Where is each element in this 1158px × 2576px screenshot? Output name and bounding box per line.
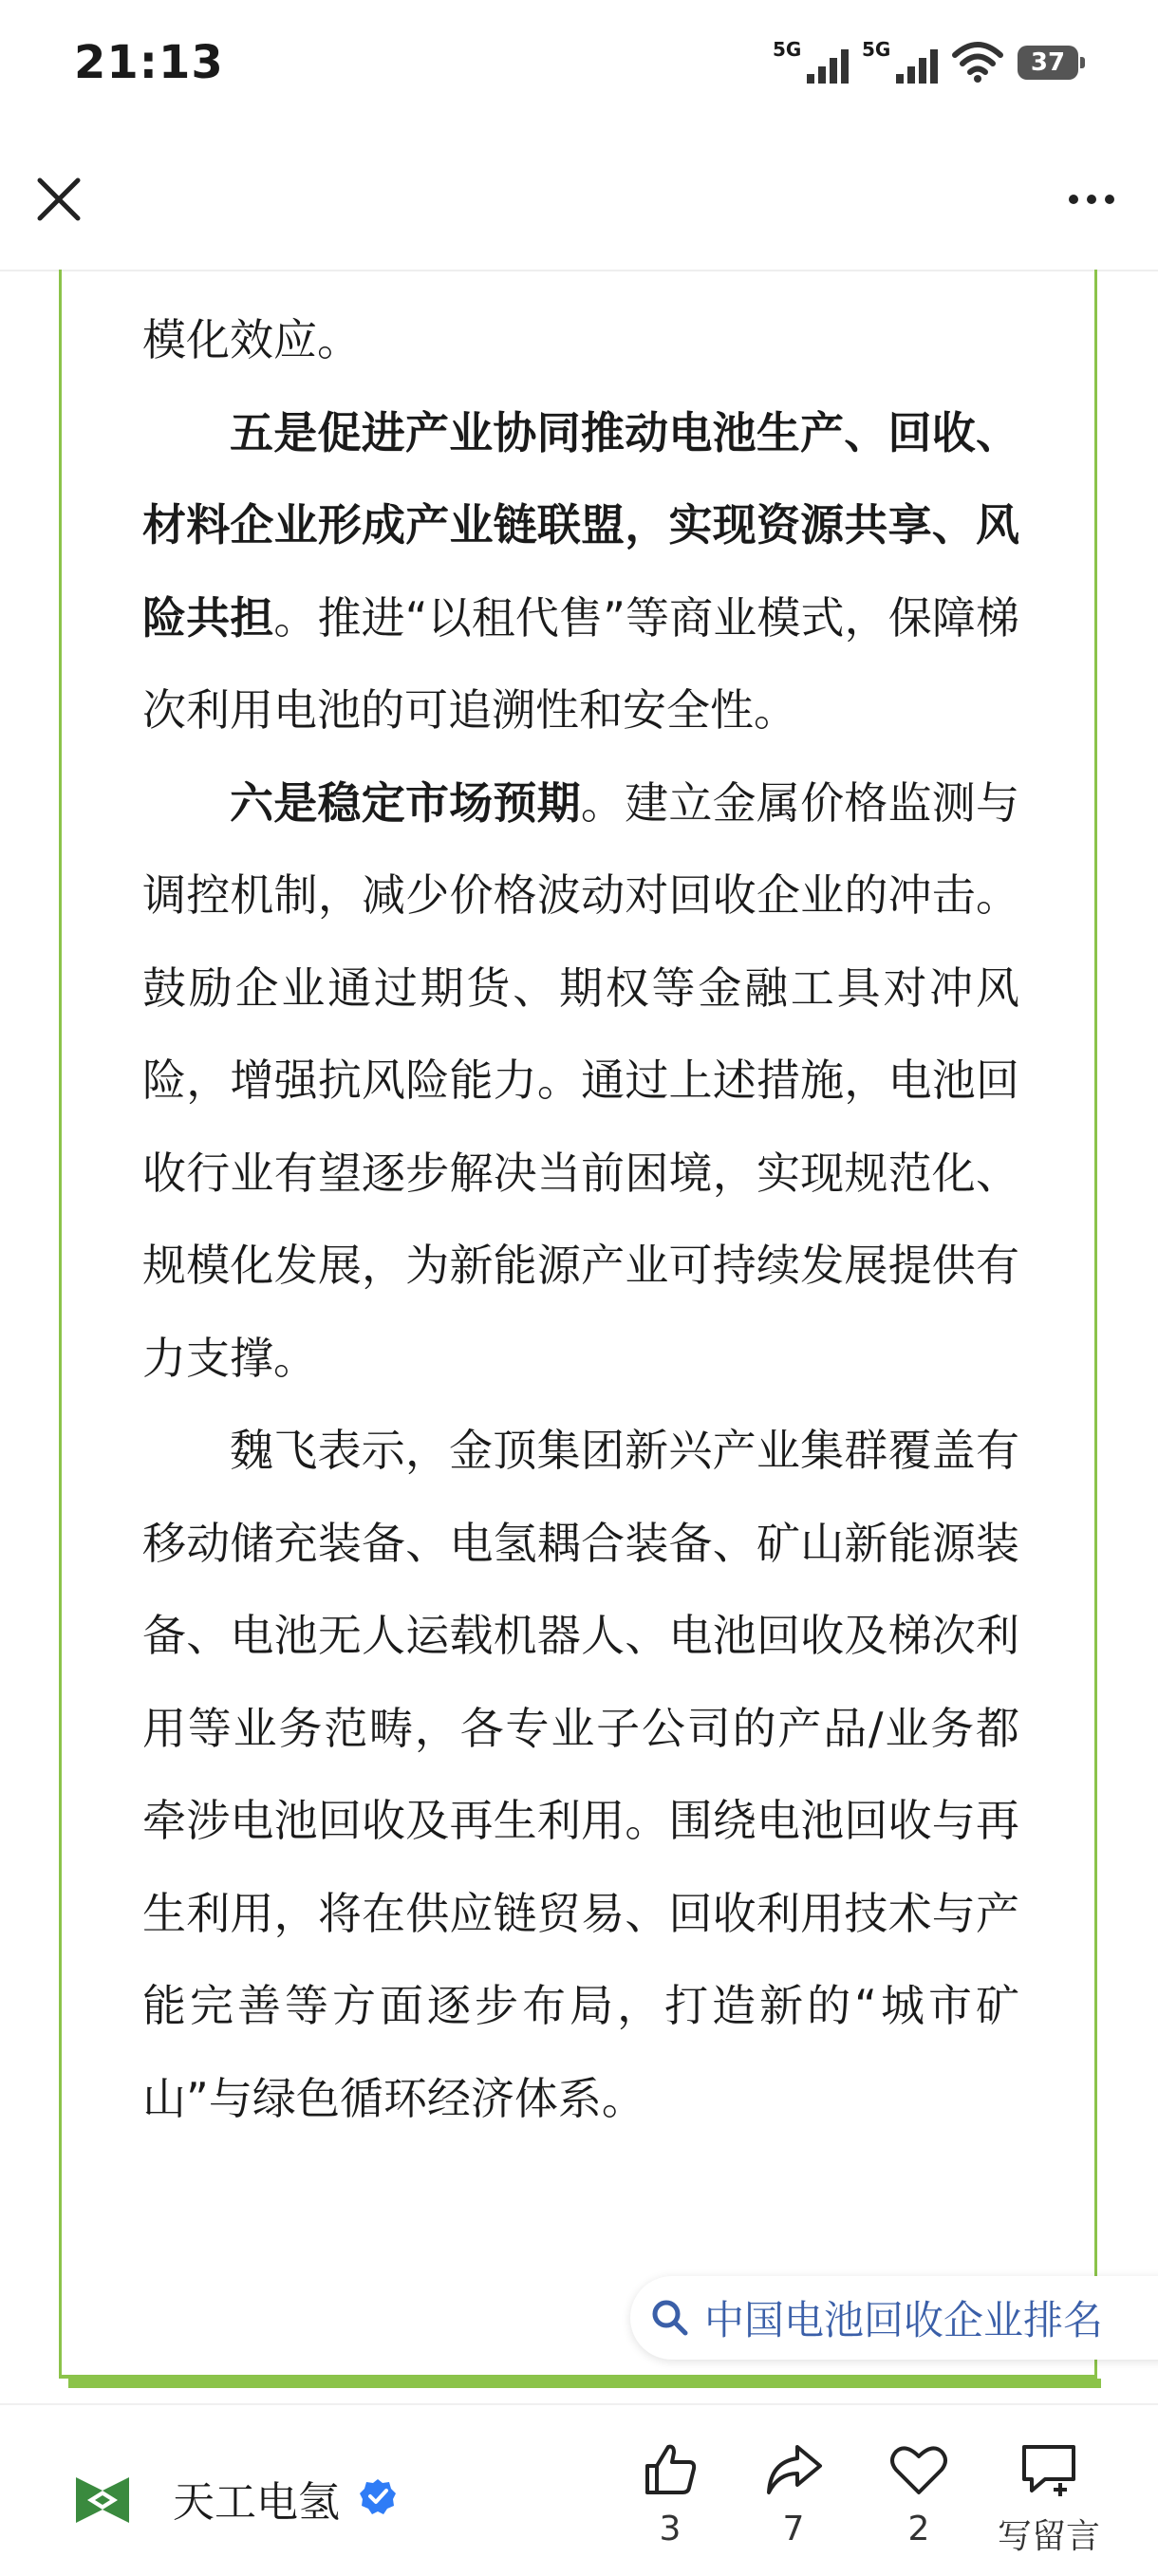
close-icon — [28, 169, 89, 230]
like-button[interactable] — [613, 2439, 727, 2548]
favorite-count: 2 — [907, 2510, 930, 2548]
bold-lead: 五是促进产业协同推动电池生产、回收、材料企业形成产业链联盟，实现资源共享、风险共担 — [142, 406, 1019, 644]
search-suggestion-text: 中国电池回收企业排名 — [704, 2297, 1104, 2343]
more-icon — [1069, 195, 1114, 204]
battery-icon — [1018, 46, 1078, 80]
article-paragraph: 五是促进产业协同推动电池生产、回收、材料企业形成产业链联盟，实现资源共享、风险共担。推进“以租代售”等商业模式，保障梯次利用电池的可追溯性和安全性。 — [142, 406, 1020, 736]
thumbs-up-icon — [640, 2439, 700, 2500]
verified-badge-icon — [359, 2477, 397, 2515]
heart-icon — [888, 2439, 949, 2500]
close-button[interactable] — [28, 169, 89, 230]
status-bar — [0, 0, 1158, 129]
share-icon — [763, 2439, 824, 2500]
network-type-label: 5G — [773, 38, 802, 61]
signal-icon — [773, 40, 849, 84]
favorite-button[interactable] — [862, 2439, 976, 2548]
account-name[interactable]: 天工电氢 — [173, 2478, 340, 2527]
comment-icon — [1018, 2439, 1079, 2500]
status-time: 21:13 — [74, 36, 224, 89]
share-button[interactable] — [737, 2439, 850, 2548]
wifi-icon — [951, 40, 1004, 84]
comment-label: 写留言 — [997, 2517, 1100, 2556]
bottom-bar — [0, 2403, 1158, 2576]
bold-lead: 六是稳定市场预期 — [230, 776, 581, 829]
article-paragraph: 六是稳定市场预期。建立金属价格监测与调控机制，减少价格波动对回收企业的冲击。鼓励企业通过期货、期权等金融工具对冲风险，增强抗风险能力。通过上述措施，电池回收行业有望逐步解决当前困境，实现规范化、规模化发展，为新能源产业可持续发展提供有力支撑。 — [142, 776, 1020, 1384]
account-logo-icon[interactable] — [74, 2472, 131, 2529]
search-icon — [649, 2297, 691, 2339]
article-paragraph: 魏飞表示，金顶集团新兴产业集群覆盖有移动储充装备、电氢耦合装备、矿山新能源装备、电池无人运载机器人、电池回收及梯次利用等业务范畴，各专业子公司的产品/业务都牵涉电池回收及再生利用。围绕电池回收与再生利用，将在供应链贸易、回收利用技术与产能完善等方面逐步布局，打造新的“城市矿山”与绿色循环经济体系。 — [142, 1425, 1019, 2124]
battery-level: 37 — [1030, 48, 1066, 77]
network-type-label: 5G — [862, 38, 891, 61]
nav-bar — [0, 129, 1158, 271]
more-button[interactable] — [1054, 169, 1130, 230]
article-body — [142, 294, 1019, 2145]
article-frame-shadow — [68, 2379, 1101, 2388]
comment-button[interactable] — [989, 2439, 1109, 2558]
search-suggestion-chip[interactable] — [630, 2276, 1158, 2360]
like-count: 3 — [659, 2510, 682, 2548]
article-paragraph: 模化效应。 — [142, 314, 361, 365]
status-icons — [773, 40, 1078, 84]
signal-icon — [862, 40, 938, 84]
share-count: 7 — [782, 2510, 805, 2548]
